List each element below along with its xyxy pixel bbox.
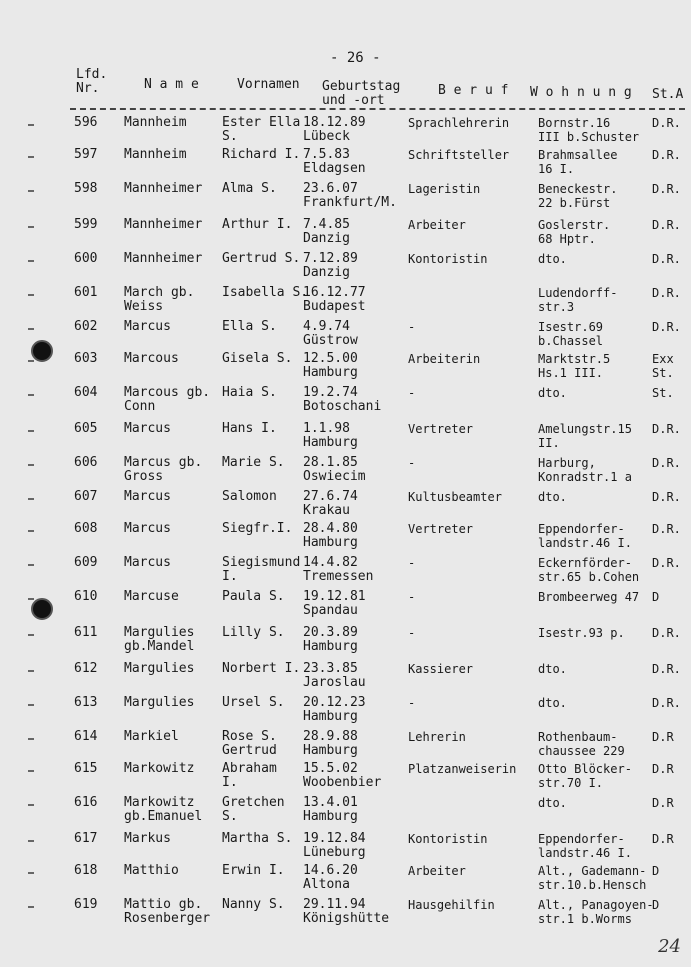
row-name: Marcus [124, 490, 171, 504]
margin-mark [28, 328, 34, 330]
row-name: Markiel [124, 730, 179, 744]
row-wohnung: dto. [538, 796, 567, 810]
row-vornamen: Gertrud S. [222, 252, 301, 266]
row-wohnung: Amelungstr.15 II. [538, 422, 632, 450]
row-beruf: - [408, 320, 416, 334]
row-number: 614 [74, 730, 98, 744]
row-beruf: Sprachlehrerin [408, 116, 510, 130]
row-geburt: 16.12.77 Budapest [303, 286, 366, 314]
row-number: 606 [74, 456, 98, 470]
row-beruf: Schriftsteller [408, 148, 510, 162]
row-vornamen: Gisela S. [222, 352, 293, 366]
margin-mark [28, 840, 34, 842]
row-beruf: Vertreter [408, 422, 474, 436]
row-wohnung: Isestr.93 p. [538, 626, 625, 640]
row-wohnung: Alt., Gademann- str.10.b.Hensch [538, 864, 647, 892]
row-number: 598 [74, 182, 98, 196]
row-number: 617 [74, 832, 98, 846]
row-geburt: 7.12.89 Danzig [303, 252, 358, 280]
row-name: Marcuse [124, 590, 179, 604]
row-staatsangehoerigkeit: D.R. [652, 556, 681, 570]
row-name: Marcus [124, 556, 171, 570]
margin-mark [28, 564, 34, 566]
row-vornamen: Ella S. [222, 320, 277, 334]
row-vornamen: Marie S. [222, 456, 285, 470]
row-number: 605 [74, 422, 98, 436]
row-beruf: Platzanweiserin [408, 762, 517, 776]
row-vornamen: Nanny S. [222, 898, 285, 912]
row-name: Marcus [124, 320, 171, 334]
row-wohnung: Otto Blöcker- str.70 I. [538, 762, 632, 790]
row-wohnung: Eppendorfer- landstr.46 I. [538, 832, 632, 860]
margin-mark [28, 430, 34, 432]
row-geburt: 20.3.89 Hamburg [303, 626, 358, 654]
margin-mark [28, 124, 34, 126]
page-number: - 26 - [330, 50, 381, 66]
margin-mark [28, 634, 34, 636]
row-vornamen: Siegfr.I. [222, 522, 293, 536]
row-wohnung: Brombeerweg 47 [538, 590, 640, 604]
header-vornamen: Vornamen [237, 77, 300, 92]
header-staatsangehoerigkeit: St.A [652, 87, 684, 102]
row-vornamen: Siegismund I. [222, 556, 301, 584]
row-name: Margulies gb.Mandel [124, 626, 195, 654]
row-vornamen: Martha S. [222, 832, 293, 846]
row-beruf: Vertreter [408, 522, 474, 536]
row-name: Marcus [124, 422, 171, 436]
row-staatsangehoerigkeit: Exx St. [652, 352, 674, 380]
row-vornamen: Gretchen S. [222, 796, 285, 824]
row-staatsangehoerigkeit: St. [652, 386, 674, 400]
margin-mark [28, 804, 34, 806]
row-beruf: Kontoristin [408, 832, 488, 846]
margin-mark [28, 872, 34, 874]
row-staatsangehoerigkeit: D.R. [652, 662, 681, 676]
row-name: Mannheim [124, 116, 187, 130]
row-number: 602 [74, 320, 98, 334]
row-geburt: 23.6.07 Frankfurt/M. [303, 182, 397, 210]
row-geburt: 12.5.00 Hamburg [303, 352, 358, 380]
row-number: 618 [74, 864, 98, 878]
row-vornamen: Haia S. [222, 386, 277, 400]
row-geburt: 4.9.74 Güstrow [303, 320, 358, 348]
row-number: 616 [74, 796, 98, 810]
row-number: 604 [74, 386, 98, 400]
row-wohnung: dto. [538, 386, 567, 400]
row-geburt: 13.4.01 Hamburg [303, 796, 358, 824]
row-beruf: - [408, 696, 416, 710]
row-beruf: - [408, 386, 416, 400]
row-staatsangehoerigkeit: D.R. [652, 218, 681, 232]
row-vornamen: Abraham I. [222, 762, 277, 790]
row-staatsangehoerigkeit: D [652, 864, 660, 878]
row-geburt: 15.5.02 Woobenbier [303, 762, 382, 790]
row-staatsangehoerigkeit: D.R. [652, 252, 681, 266]
margin-mark [28, 770, 34, 772]
row-number: 603 [74, 352, 98, 366]
row-name: Markowitz gb.Emanuel [124, 796, 203, 824]
row-staatsangehoerigkeit: D.R. [652, 626, 681, 640]
row-name: Mattio gb. Rosenberger [124, 898, 211, 926]
row-beruf: Kassierer [408, 662, 474, 676]
margin-mark [28, 464, 34, 466]
row-beruf: Lehrerin [408, 730, 466, 744]
row-geburt: 28.4.80 Hamburg [303, 522, 358, 550]
row-geburt: 27.6.74 Krakau [303, 490, 358, 518]
header-rule [70, 108, 685, 110]
row-vornamen: Paula S. [222, 590, 285, 604]
row-staatsangehoerigkeit: D.R [652, 796, 674, 810]
row-wohnung: dto. [538, 696, 567, 710]
row-vornamen: Rose S. Gertrud [222, 730, 277, 758]
row-wohnung: Eppendorfer- landstr.46 I. [538, 522, 632, 550]
row-vornamen: Arthur I. [222, 218, 293, 232]
header-geburt: Geburtstag und -ort [322, 79, 401, 108]
row-beruf: Kultusbeamter [408, 490, 502, 504]
row-staatsangehoerigkeit: D.R. [652, 182, 681, 196]
row-number: 597 [74, 148, 98, 162]
row-beruf: Arbeiterin [408, 352, 481, 366]
row-name: Marcous gb. Conn [124, 386, 211, 414]
margin-mark [28, 906, 34, 908]
row-staatsangehoerigkeit: D [652, 590, 660, 604]
row-number: 609 [74, 556, 98, 570]
row-number: 612 [74, 662, 98, 676]
margin-mark [28, 394, 34, 396]
row-vornamen: Hans I. [222, 422, 277, 436]
row-geburt: 19.12.84 Lüneburg [303, 832, 366, 860]
row-number: 619 [74, 898, 98, 912]
row-vornamen: Alma S. [222, 182, 277, 196]
row-vornamen: Ursel S. [222, 696, 285, 710]
row-staatsangehoerigkeit: D.R. [652, 116, 681, 130]
row-beruf: Kontoristin [408, 252, 488, 266]
row-number: 611 [74, 626, 98, 640]
header-nr: Lfd. Nr. [76, 67, 108, 96]
row-staatsangehoerigkeit: D.R. [652, 696, 681, 710]
row-staatsangehoerigkeit: D.R [652, 832, 674, 846]
row-vornamen: Richard I. [222, 148, 301, 162]
punch-hole [31, 598, 53, 620]
row-geburt: 19.12.81 Spandau [303, 590, 366, 618]
row-name: Marcus [124, 522, 171, 536]
row-beruf: Lageristin [408, 182, 481, 196]
header-name: N a m e [144, 77, 199, 92]
margin-mark [28, 598, 34, 600]
row-name: Margulies [124, 696, 195, 710]
row-wohnung: Brahmsallee 16 I. [538, 148, 618, 176]
row-staatsangehoerigkeit: D.R. [652, 422, 681, 436]
handwritten-page-number: 24 [658, 936, 681, 957]
row-geburt: 14.6.20 Altona [303, 864, 358, 892]
row-wohnung: Isestr.69 b.Chassel [538, 320, 604, 348]
row-name: Mannheimer [124, 182, 203, 196]
row-geburt: 19.2.74 Botoschani [303, 386, 382, 414]
row-number: 610 [74, 590, 98, 604]
row-wohnung: Goslerstr. 68 Hptr. [538, 218, 611, 246]
row-geburt: 20.12.23 Hamburg [303, 696, 366, 724]
row-wohnung: Eckernförder- str.65 b.Cohen [538, 556, 640, 584]
row-geburt: 28.1.85 Oswiecim [303, 456, 366, 484]
margin-mark [28, 190, 34, 192]
header-wohnung: W o h n u n g [530, 85, 632, 100]
row-vornamen: Salomon [222, 490, 277, 504]
row-number: 599 [74, 218, 98, 232]
row-name: Matthio [124, 864, 179, 878]
row-name: Margulies [124, 662, 195, 676]
margin-mark [28, 704, 34, 706]
margin-mark [28, 530, 34, 532]
margin-mark [28, 360, 34, 362]
header-beruf: B e r u f [438, 83, 509, 98]
margin-mark [28, 294, 34, 296]
row-geburt: 23.3.85 Jaroslau [303, 662, 366, 690]
row-wohnung: dto. [538, 490, 567, 504]
row-geburt: 18.12.89 Lübeck [303, 116, 366, 144]
row-staatsangehoerigkeit: D.R. [652, 522, 681, 536]
row-staatsangehoerigkeit: D.R [652, 730, 674, 744]
row-number: 596 [74, 116, 98, 130]
row-vornamen: Ester Ella S. [222, 116, 301, 144]
row-name: Markowitz [124, 762, 195, 776]
punch-hole [31, 340, 53, 362]
row-vornamen: Erwin I. [222, 864, 285, 878]
row-beruf: Hausgehilfin [408, 898, 495, 912]
row-wohnung: Rothenbaum- chaussee 229 [538, 730, 625, 758]
row-name: Mannheim [124, 148, 187, 162]
row-wohnung: dto. [538, 662, 567, 676]
row-wohnung: Ludendorff- str.3 [538, 286, 618, 314]
row-wohnung: Alt., Panagoyen- str.1 b.Worms [538, 898, 654, 926]
margin-mark [28, 738, 34, 740]
row-geburt: 1.1.98 Hamburg [303, 422, 358, 450]
margin-mark [28, 260, 34, 262]
row-staatsangehoerigkeit: D.R. [652, 286, 681, 300]
row-staatsangehoerigkeit: D [652, 898, 660, 912]
row-number: 615 [74, 762, 98, 776]
row-number: 601 [74, 286, 98, 300]
row-wohnung: Marktstr.5 Hs.1 III. [538, 352, 611, 380]
row-number: 600 [74, 252, 98, 266]
row-beruf: - [408, 456, 416, 470]
row-wohnung: dto. [538, 252, 567, 266]
row-vornamen: Norbert I. [222, 662, 301, 676]
row-name: Mannheimer [124, 218, 203, 232]
table-row [0, 898, 691, 964]
row-wohnung: Beneckestr. 22 b.Fürst [538, 182, 618, 210]
margin-mark [28, 498, 34, 500]
row-beruf: Arbeiter [408, 864, 466, 878]
row-staatsangehoerigkeit: D.R [652, 762, 674, 776]
row-geburt: 29.11.94 Königshütte [303, 898, 390, 926]
row-geburt: 7.4.85 Danzig [303, 218, 350, 246]
row-name: Mannheimer [124, 252, 203, 266]
row-name: Marcous [124, 352, 179, 366]
row-staatsangehoerigkeit: D.R. [652, 456, 681, 470]
row-name: Marcus gb. Gross [124, 456, 203, 484]
row-geburt: 14.4.82 Tremessen [303, 556, 374, 584]
row-name: March gb. Weiss [124, 286, 195, 314]
row-number: 608 [74, 522, 98, 536]
row-vornamen: Lilly S. [222, 626, 285, 640]
row-staatsangehoerigkeit: D.R. [652, 320, 681, 334]
row-vornamen: Isabella S. [222, 286, 309, 300]
row-number: 613 [74, 696, 98, 710]
row-name: Markus [124, 832, 171, 846]
margin-mark [28, 156, 34, 158]
row-geburt: 28.9.88 Hamburg [303, 730, 358, 758]
row-wohnung: Bornstr.16 III b.Schuster [538, 116, 640, 144]
row-beruf: - [408, 556, 416, 570]
row-beruf: - [408, 626, 416, 640]
row-staatsangehoerigkeit: D.R. [652, 148, 681, 162]
row-geburt: 7.5.83 Eldagsen [303, 148, 366, 176]
row-beruf: - [408, 590, 416, 604]
row-wohnung: Harburg, Konradstr.1 a [538, 456, 632, 484]
margin-mark [28, 226, 34, 228]
row-number: 607 [74, 490, 98, 504]
row-staatsangehoerigkeit: D.R. [652, 490, 681, 504]
row-beruf: Arbeiter [408, 218, 466, 232]
margin-mark [28, 670, 34, 672]
